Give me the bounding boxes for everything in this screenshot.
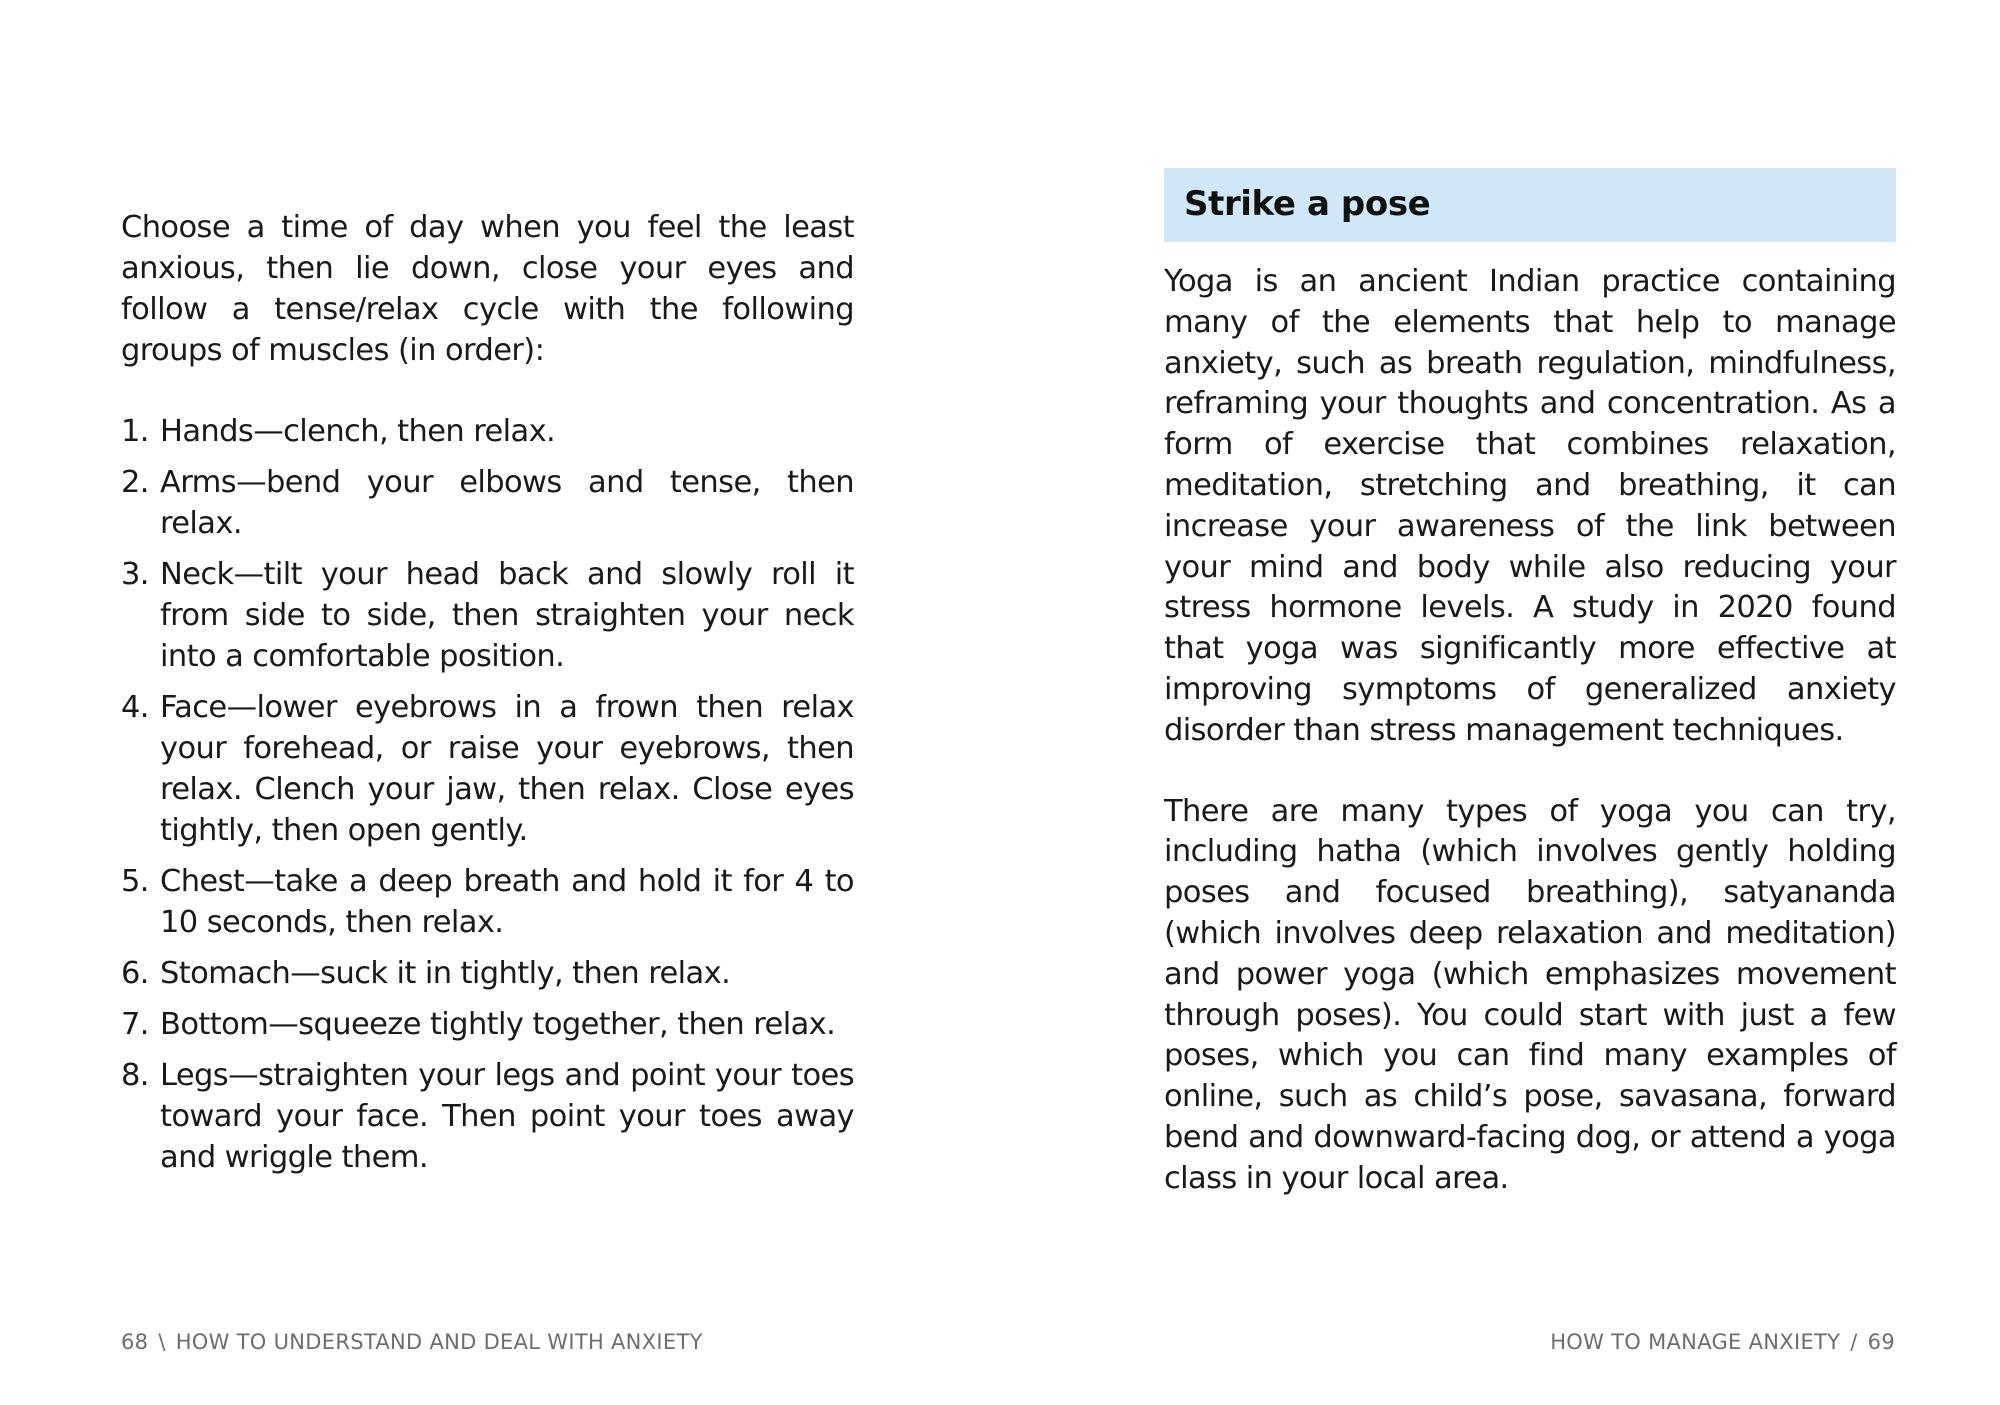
list-item bbox=[121, 687, 854, 851]
section-heading: Strike a pose bbox=[1184, 184, 1431, 224]
list-item bbox=[121, 462, 854, 544]
running-title: HOW TO MANAGE ANXIETY bbox=[1550, 1330, 1841, 1354]
muscle-steps-list bbox=[121, 411, 854, 1178]
list-item-text: Legs—straighten your legs and point your toes toward your face. Then point your toes away and wriggle them. bbox=[160, 1058, 854, 1175]
right-text-column bbox=[1164, 262, 1896, 1240]
running-title: HOW TO UNDERSTAND AND DEAL WITH ANXIETY bbox=[175, 1330, 703, 1354]
right-page bbox=[1000, 0, 2000, 1405]
list-number: 8. bbox=[121, 1058, 149, 1093]
list-number: 5. bbox=[121, 864, 149, 899]
intro-paragraph: Choose a time of day when you feel the least anxious, then lie down, close your eyes and follow a tense/relax cycle with the following groups of muscles (in order): bbox=[121, 210, 854, 368]
list-number: 4. bbox=[121, 690, 149, 725]
list-number: 3. bbox=[121, 557, 149, 592]
list-item-text: Arms—bend your elbows and tense, then relax. bbox=[160, 465, 854, 541]
list-item-text: Chest—take a deep breath and hold it for 4 to 10 seconds, then relax. bbox=[160, 864, 854, 940]
list-number: 6. bbox=[121, 956, 149, 991]
list-item-text: Bottom—squeeze tightly together, then relax. bbox=[160, 1007, 836, 1042]
list-item bbox=[121, 953, 854, 994]
list-item-text: Face—lower eyebrows in a frown then relax your forehead, or raise your eyebrows, then relax. Clench your jaw, then relax. Close eyes tightly, then open gently. bbox=[160, 690, 854, 848]
list-item bbox=[121, 554, 854, 677]
list-item bbox=[121, 1004, 854, 1045]
left-text-column bbox=[121, 207, 854, 1188]
right-page-footer bbox=[1550, 1329, 1895, 1355]
list-item-text: Stomach—suck it in tightly, then relax. bbox=[160, 956, 731, 991]
page-number: 69 bbox=[1867, 1330, 1895, 1354]
body-paragraph: There are many types of yoga you can try, including hatha (which involves gently holding poses and focused breathing), satyananda (which involves deep relaxation and meditation) and power yoga (which emphasizes movement through poses). You could start with just a few poses, which you can find many examples of online, such as child’s pose, savasana, forward bend and downward-facing dog, or attend a yoga class in your local area. bbox=[1164, 793, 1896, 1196]
body-paragraph: Yoga is an ancient Indian practice containing many of the elements that help to manage anxiety, such as breath regulation, mindfulness, reframing your thoughts and concentration. As a form of exercise that combines relaxation, meditation, stretching and breathing, it can increase your awareness of the link between your mind and body while also reducing your stress hormone levels. A study in 2020 found that yoga was significantly more effective at improving symptoms of generalized anxiety disorder than stress management techniques. bbox=[1164, 264, 1896, 748]
list-item-text: Neck—tilt your head back and slowly roll it from side to side, then straighten your neck into a comfortable position. bbox=[160, 557, 854, 674]
list-number: 1. bbox=[121, 414, 149, 449]
footer-separator: / bbox=[1850, 1330, 1858, 1354]
section-heading-box bbox=[1164, 168, 1896, 242]
list-item-text: Hands—clench, then relax. bbox=[160, 414, 556, 449]
list-item bbox=[121, 1055, 854, 1178]
list-number: 2. bbox=[121, 465, 149, 500]
list-number: 7. bbox=[121, 1007, 149, 1042]
footer-separator: \ bbox=[158, 1330, 166, 1354]
page-number: 68 bbox=[121, 1330, 149, 1354]
list-item bbox=[121, 411, 854, 452]
left-page-footer bbox=[121, 1329, 703, 1355]
list-item bbox=[121, 861, 854, 943]
